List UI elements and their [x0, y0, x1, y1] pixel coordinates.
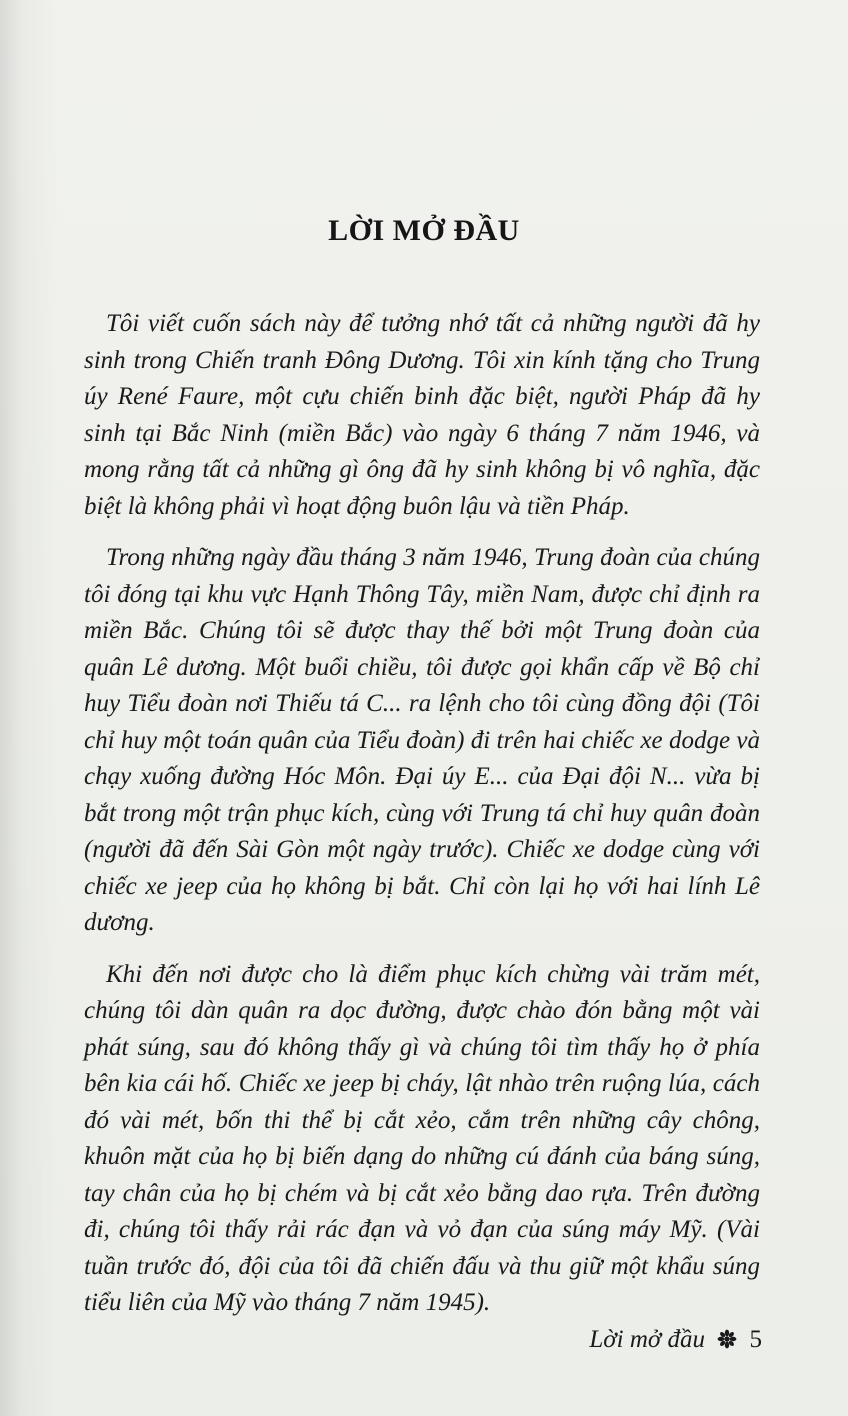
- flower-ornament-icon: [717, 1326, 737, 1354]
- paragraph-1: Tôi viết cuốn sách này để tưởng nhớ tất cả những người đã hy sinh trong Chiến tranh Đông Dương. Tôi xin kính tặng cho Trung úy René Faure, một cựu chiến binh đặc biệt, người Pháp đã hy sinh tại Bắc Ninh (miền Bắc) vào ngày 6 tháng 7 năm 1946, và mong rằng tất cả những gì ông đã hy sinh không bị vô nghĩa, đặc biệt là không phải vì hoạt động buôn lậu và tiền Pháp.: [84, 310, 760, 520]
- paragraph-2: Trong những ngày đầu tháng 3 năm 1946, Trung đoàn của chúng tôi đóng tại khu vực Hạnh Thông Tây, miền Nam, được chỉ định ra miền Bắc. Chúng tôi sẽ được thay thế bởi một Trung đoàn của quân Lê dương. Một buổi chiều, tôi được gọi khẩn cấp về Bộ chỉ huy Tiểu đoàn nơi Thiếu tá C... ra lệnh cho tôi cùng đồng đội (Tôi chỉ huy một toán quân của Tiểu đoàn) đi trên hai chiếc xe dodge và chạy xuống đường Hóc Môn. Đại úy E... của Đại đội N... vừa bị bắt trong một trận phục kích, cùng với Trung tá chỉ huy quân đoàn (người đã đến Sài Gòn một ngày trước). Chiếc xe dodge cùng với chiếc xe jeep của họ không bị bắt. Chỉ còn lại họ với hai lính Lê dương.: [84, 544, 760, 936]
- running-footer: [589, 1326, 762, 1354]
- page-number: 5: [749, 1326, 762, 1353]
- body-text: [84, 306, 760, 1337]
- page-title: LỜI MỞ ĐẦU: [328, 214, 520, 247]
- footer-section-label: Lời mở đầu: [589, 1326, 705, 1353]
- paragraph-3: Khi đến nơi được cho là điểm phục kích chừng vài trăm mét, chúng tôi dàn quân ra dọc đường, được chào đón bằng một vài phát súng, sau đó không thấy gì và chúng tôi tìm thấy họ ở phía bên kia cái hố. Chiếc xe jeep bị cháy, lật nhào trên ruộng lúa, cách đó vài mét, bốn thi thể bị cắt xẻo, cắm trên những cây chông, khuôn mặt của họ bị biến dạng do những cú đánh của báng súng, tay chân của họ bị chém và bị cắt xẻo bằng dao rựa. Trên đường đi, chúng tôi thấy rải rác đạn và vỏ đạn của súng máy Mỹ. (Vài tuần trước đó, đội của tôi đã chiến đấu và thu giữ một khẩu súng tiểu liên của Mỹ vào tháng 7 năm 1945).: [84, 960, 760, 1316]
